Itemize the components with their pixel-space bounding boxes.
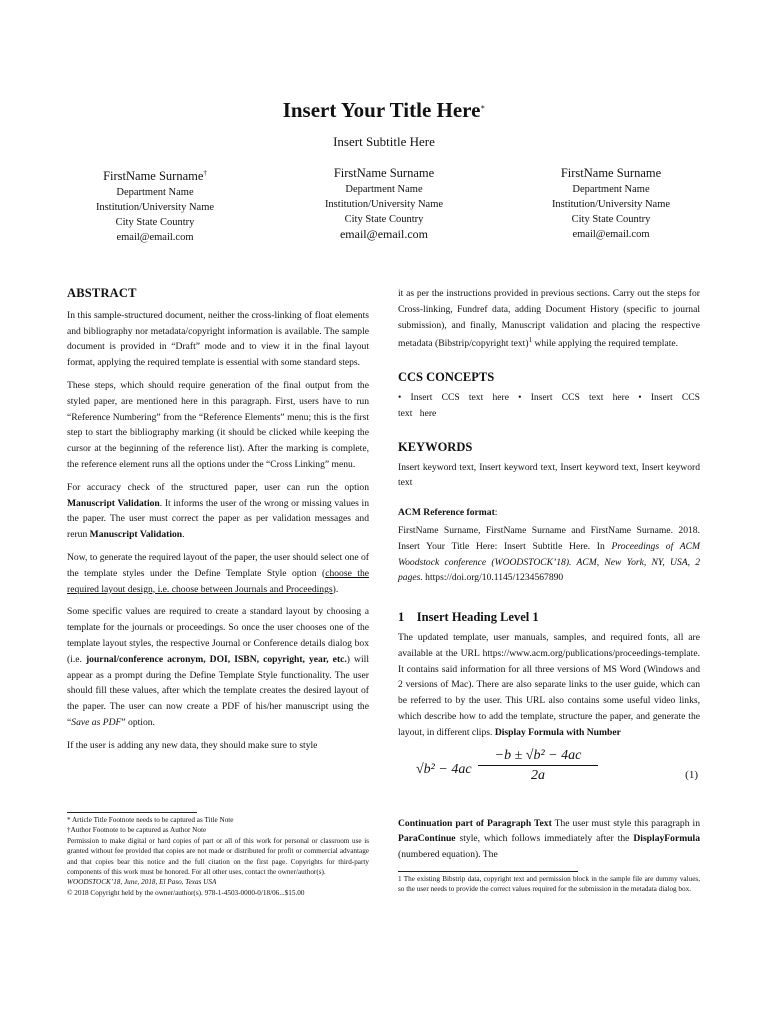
- author-email: email@email.com: [116, 232, 194, 244]
- author-institution: Institution/University Name: [551, 199, 671, 210]
- formula-lhs: √b² − 4ac: [416, 761, 472, 777]
- abstract-heading: ABSTRACT: [67, 286, 137, 300]
- permission-block: Permission to make digital or hard copies of part or all of this work for personal or classroom use is granted without fee provided that copies are not made or distributed for profit or commercial advantage and that copies bear this notice and the full citation on the first page. Copyrights for third-party components of this work must be honored. For all other uses, contact the owner/author(s).: [67, 836, 369, 877]
- author-email: email@email.com: [339, 227, 429, 241]
- keywords-heading: KEYWORDS: [398, 439, 473, 454]
- paper-title: [0, 98, 768, 123]
- paper-subtitle: Insert Subtitle Here: [333, 134, 435, 149]
- footnote-rule: [398, 871, 578, 872]
- author-name: FirstName Surname: [333, 166, 435, 180]
- acm-ref-text: FirstName Surname, FirstName Surname and FirstName Surname. 2018. Insert Your Title Here: Insert Subtitle Here. In Proceedings of ACM Woodstock conference (WOODSTOCK’18). ACM, New York, NY, USA, 2 pages. https://doi.org/10.1145/1234567890: [398, 524, 701, 584]
- abstract-paragraph-2: These steps, which should require generation of the final output from the styled paper, are mentioned here in this paragraph. First, users have to run “Reference Numbering” from the “Reference Elements” menu; this is the first step to start the bibliography marking (it should be clicked while keeping the cursor at the beginning of the reference list). After the marking is complete, the reference element runs all the options under the “Cross Linking” menu.: [67, 379, 369, 470]
- author-location: City State Country: [115, 217, 195, 229]
- author-block-3: [511, 165, 711, 242]
- footnote-rule: [67, 812, 197, 813]
- title-footnote-mark: ∗: [480, 103, 486, 111]
- abstract-paragraph-4: Now, to generate the required layout of the paper, the user should select one of the template styles under the Define Template Style option (choose the required layout design, i.e. choose between Journals and Proceedings).: [67, 551, 370, 595]
- continuation-paragraph-2: Continuation part of Paragraph Text The user must style this paragraph in ParaContinue style, which follows immediately after the DisplayFormula (numbered equation). The: [398, 817, 700, 861]
- author-email: email@email.com: [572, 229, 650, 240]
- section-paragraph: The updated template, user manuals, samples, and required fonts, all are available at the URL https://www.acm.org/publications/proceedings-template. It contains said information for all three versions of MS Word (Windows and 2 versions of Mac). There are also separate links to the user guide, which can be referred to by the user. This URL also contains some useful video links, which describe how to add the template, structure the paper, and generate the layout, in different clips. Display Formula with Number: [398, 631, 700, 738]
- author-block-1: [55, 165, 255, 245]
- conference-info: WOODSTOCK’18, June, 2018, El Paso, Texas USA: [67, 878, 217, 887]
- ccs-heading: CCS CONCEPTS: [398, 370, 495, 385]
- left-column: [67, 286, 369, 761]
- title-footnote: * Article Title Footnote needs to be captured as Title Note: [67, 816, 234, 824]
- formula-numerator: −b ± √b² − 4ac: [478, 748, 598, 767]
- section-heading-1: 1 Insert Heading Level 1: [398, 610, 539, 625]
- left-footnotes: [67, 812, 369, 898]
- ccs-text: • Insert CCS text here • Insert CCS text here • Insert CCS text here: [398, 392, 700, 419]
- author-dept: Department Name: [572, 184, 650, 195]
- acm-ref-label: ACM Reference format:: [398, 507, 498, 519]
- author-institution: Institution/University Name: [324, 199, 444, 210]
- abstract-paragraph-6: If the user is adding any new data, they should make sure to style: [67, 739, 318, 751]
- display-formula: [398, 748, 700, 806]
- abstract-paragraph-3: For accuracy check of the structured paper, user can run the option Manuscript Validation. It informs the user of the wrong or missing values in the paper. The user must correct the paper as per validation messages and rerun Manuscript Validation.: [67, 481, 370, 541]
- formula-number: (1): [685, 768, 698, 781]
- continuation-paragraph: it as per the instructions provided in previous sections. Carry out the steps for Cross-linking, Fundref data, adding Document History (specific to journal submission), and finally, Manuscript validation and placing the respective metadata (Bibstrip/copyright text)$^1$ while applying the required template.: [398, 288, 700, 350]
- author-location: City State Country: [571, 214, 651, 225]
- formula-denominator: 2a: [531, 768, 545, 784]
- author-block-2: [284, 165, 484, 242]
- author-dept: Department Name: [116, 187, 194, 199]
- formula-fraction: [478, 748, 598, 785]
- abstract-paragraph-1: In this sample-structured document, neither the cross-linking of float elements and bibliography nor metadata/copyright information is available. The sample document is provided in “Draft” mode and to view it in the final layout format, applying the required template is essential with some standard steps.: [67, 309, 369, 369]
- author-location: City State Country: [344, 214, 424, 225]
- right-column: [398, 286, 700, 870]
- right-footnote: [398, 871, 700, 895]
- abstract-paragraph-5: Some specific values are required to create a standard layout by choosing a template for the journals or proceedings. So once the user chooses one of the template layout styles, the respective Journal or Conference details dialog box (i.e. journal/conference acronym, DOI, ISBN, copyright, year, etc.) will appear as a prompt during the Define Template Style functionality. The user should fill these values, after which the template creates the desired layout of the paper. The user can now create a PDF of his/her manuscript using the “Save as PDF” option.: [67, 606, 369, 728]
- author-institution: Institution/University Name: [95, 202, 215, 214]
- author-dept: Department Name: [345, 184, 423, 195]
- author-name: FirstName Surname: [560, 166, 662, 180]
- title-text: Insert Your Title Here: [282, 98, 481, 122]
- author-name: FirstName Surname†: [103, 169, 207, 184]
- keywords-text: Insert keyword text, Insert keyword text, Insert keyword text, Insert keyword text: [398, 461, 700, 489]
- bibstrip-footnote: 1 The existing Bibstrip data, copyright text and permission block in the sample file are dummy values, so the user needs to provide the correct values required for the submission in the metadata dialog box.: [398, 875, 700, 894]
- author-footnote: †Author Footnote to be captured as Author Note: [67, 826, 207, 835]
- copyright-line: © 2018 Copyright held by the owner/author(s). 978-1-4503-0000-0/18/06...$15.00: [67, 888, 305, 897]
